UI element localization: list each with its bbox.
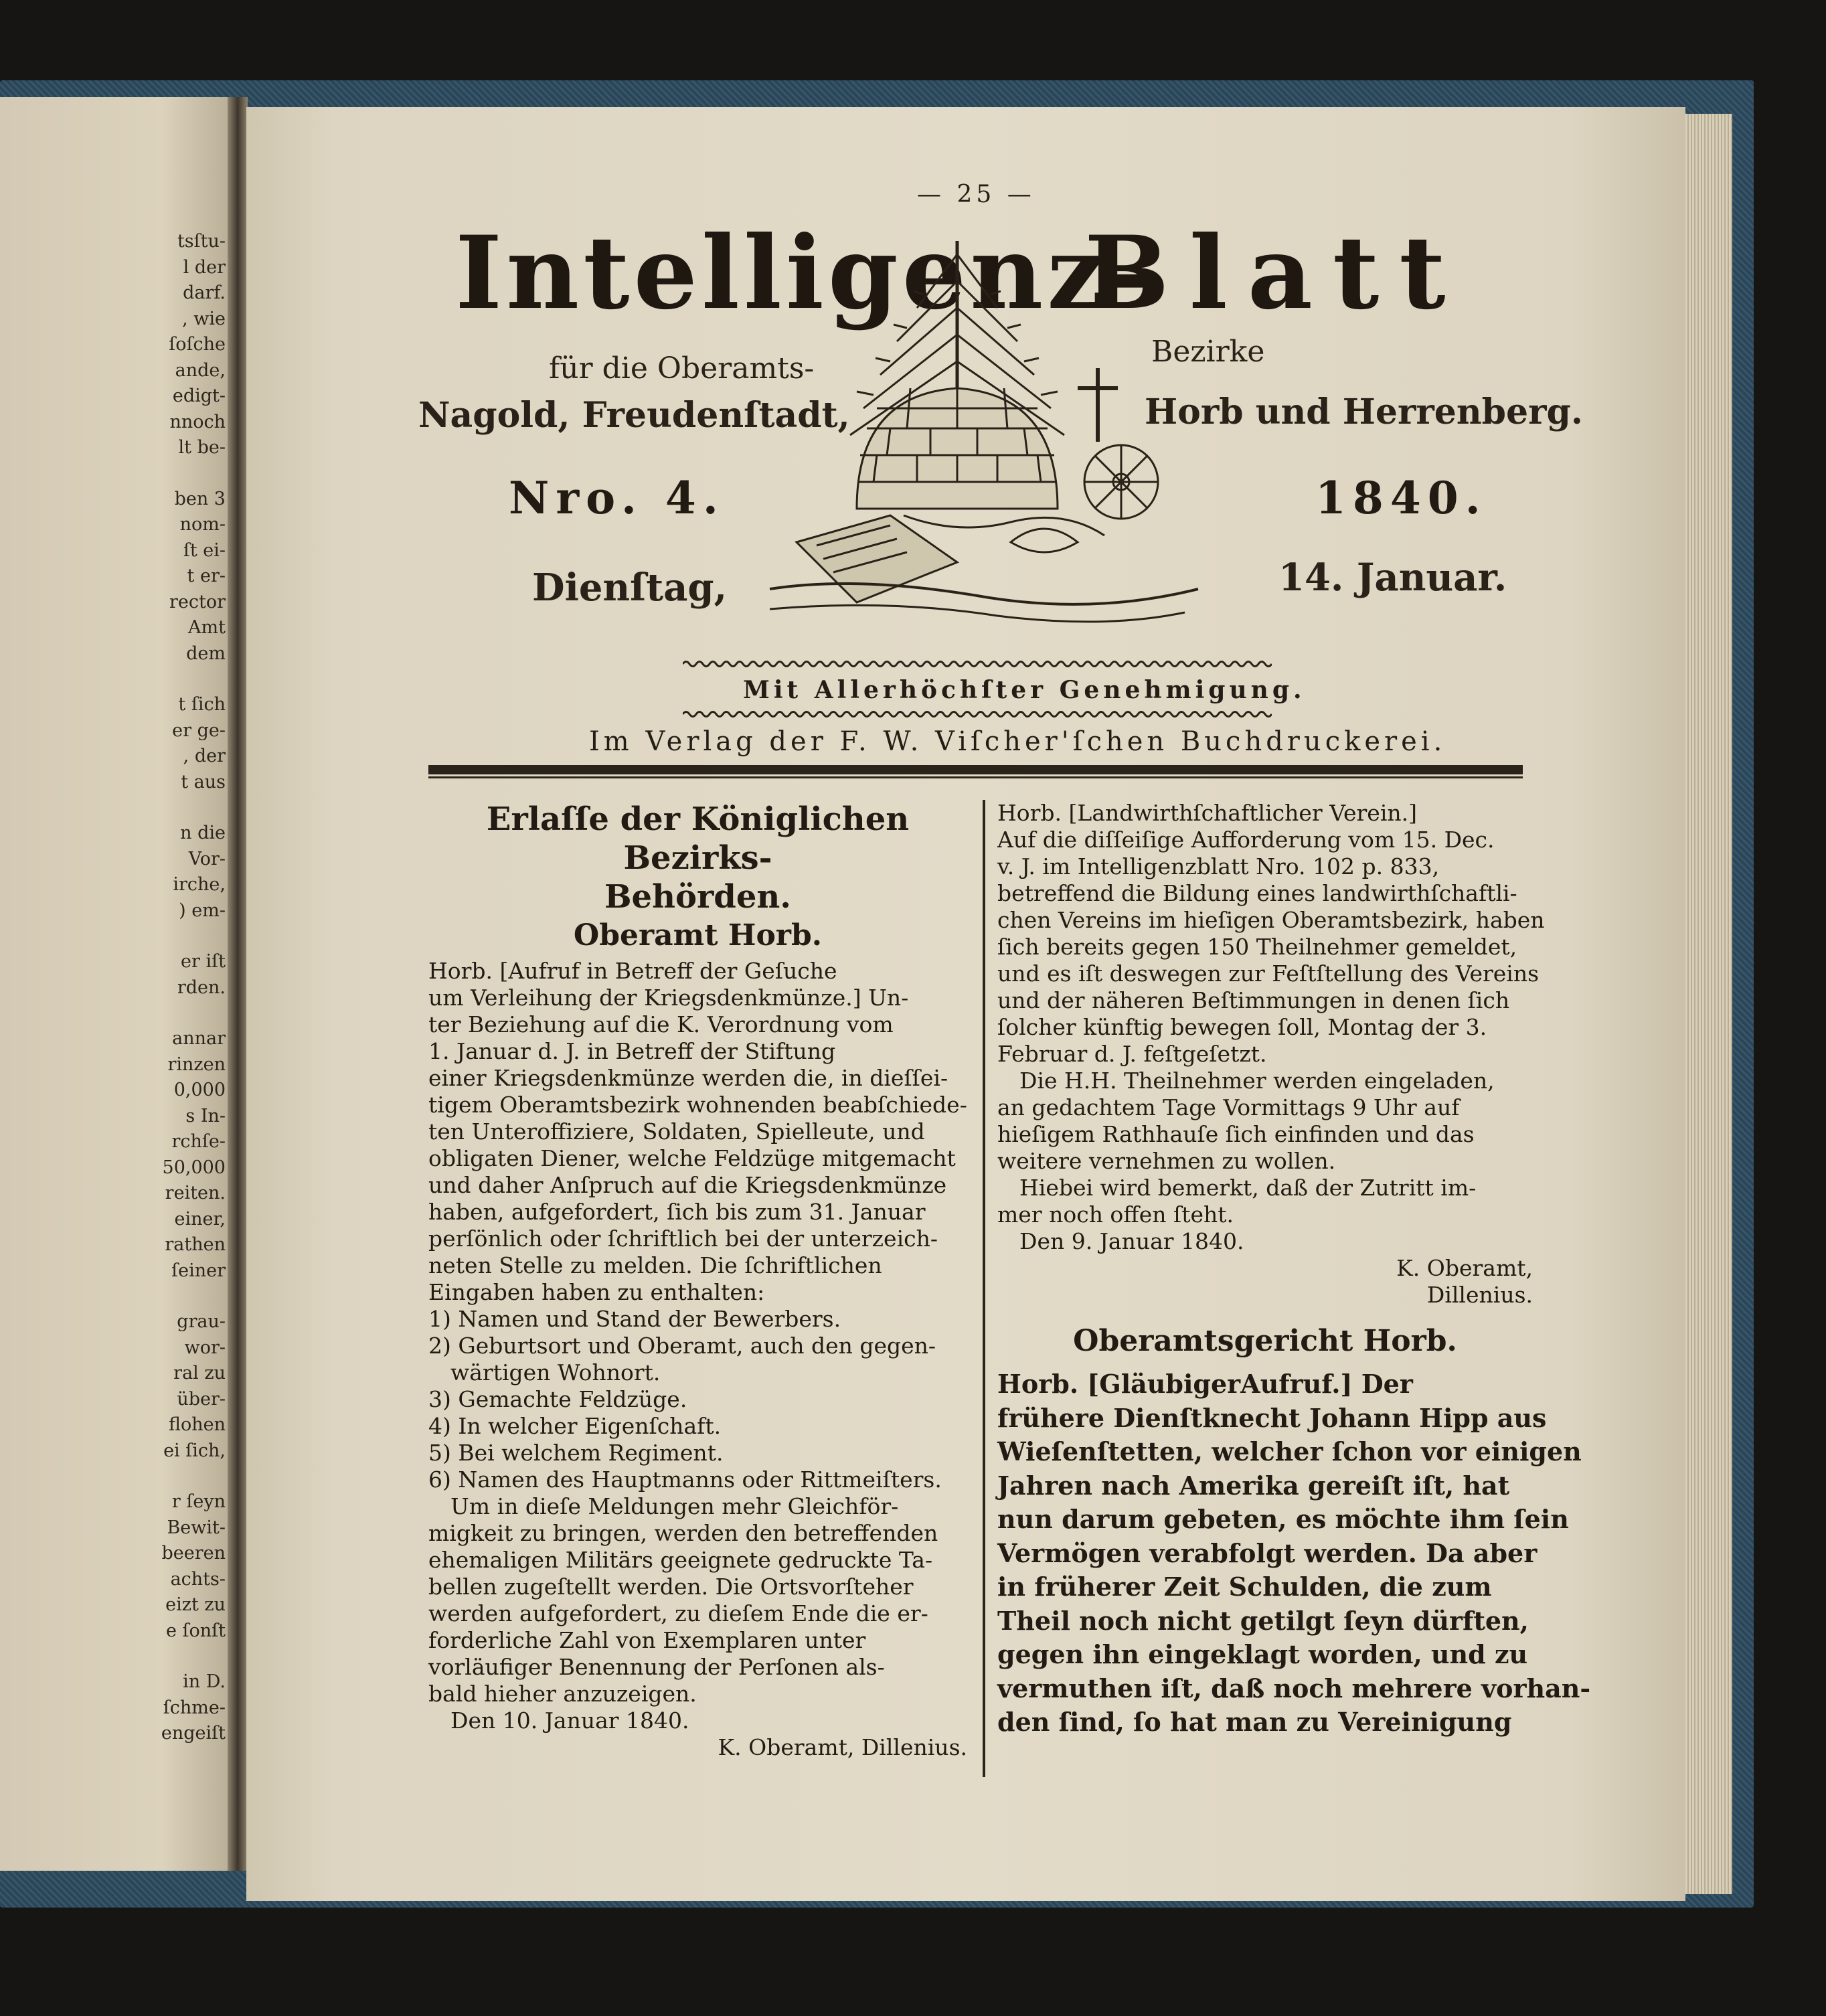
left-page-fragment: rathen: [165, 1234, 226, 1255]
text-line: haben, aufgefordert, ſich bis zum 31. Januar: [428, 1199, 926, 1225]
text-line: vorläufiger Benennung der Perſonen als-: [428, 1654, 885, 1680]
text-line: ehemaligen Militärs geeignete gedruckte Ta-: [428, 1547, 933, 1573]
text-line: bald hieher anzuzeigen.: [428, 1681, 697, 1707]
text-line: Jahren nach Amerika gereiſt iſt, hat: [997, 1470, 1510, 1501]
text-line: Die H.H. Theilnehmer werden eingeladen,: [997, 1068, 1495, 1094]
left-page-fragment: t ſich: [178, 694, 226, 715]
wavy-rule-top: [683, 659, 1272, 669]
text-line: Horb. [Landwirthſchaftlicher Verein.]: [997, 800, 1417, 826]
left-page-fragment: achts-: [170, 1568, 226, 1590]
subtitle-right-2: Horb und Herrenberg.: [1145, 392, 1583, 432]
book-gutter: [228, 97, 248, 1871]
left-page-fragment: in D.: [183, 1671, 226, 1692]
issue-weekday: Dienſtag,: [532, 566, 728, 610]
issue-date: 14. Januar.: [1278, 556, 1507, 600]
left-page-fragment: r ſeyn: [171, 1491, 226, 1512]
privilege-notice: Mit Allerhöchſter Genehmigung.: [743, 676, 1306, 704]
text-line: Theil noch nicht getilgt ſeyn dürften,: [997, 1605, 1529, 1636]
text-line: ſich bereits gegen 150 Theilnehmer gemeldet,: [997, 934, 1517, 960]
section-title-line-1: Erlaſſe der Königlichen Bezirks-: [486, 801, 910, 877]
text-line: Um in dieſe Meldungen mehr Gleichför-: [428, 1493, 899, 1519]
left-page-fragment: ben 3: [174, 488, 226, 509]
left-page-fragment: l der: [183, 256, 226, 278]
left-page-fragment: beeren: [161, 1543, 226, 1564]
text-line: 1. Januar d. J. in Betreff der Stiftung: [428, 1038, 836, 1064]
left-page-fragment: 50,000: [162, 1157, 226, 1178]
right-column-body: [997, 800, 1545, 1255]
left-page-fragment: e ſonſt: [165, 1620, 226, 1641]
page-edges: [1685, 114, 1732, 1894]
left-page-fragment: ſt ei-: [183, 539, 226, 561]
left-page-fragment: nom-: [179, 514, 226, 535]
left-page-fragment: einer,: [174, 1208, 226, 1230]
text-line: Februar d. J. feſtgeſetzt.: [997, 1041, 1267, 1067]
subtitle-left-2: Nagold, Freudenſtadt,: [418, 395, 850, 436]
text-line: Den 10. Januar 1840.: [428, 1707, 689, 1734]
text-line: weitere vernehmen zu wollen.: [997, 1148, 1336, 1174]
text-line: und der näheren Beſtimmungen in denen ſich: [997, 987, 1510, 1013]
subtitle-left-1: für die Oberamts-: [549, 351, 815, 386]
text-line: ten Unteroffiziere, Soldaten, Spielleute, und: [428, 1118, 925, 1145]
left-page-fragment: ſchme-: [163, 1697, 226, 1718]
left-page-fragment: Bewit-: [167, 1517, 226, 1538]
text-line: Horb. [Aufruf in Betreff der Geſuche: [428, 958, 837, 984]
left-page-fragment: , der: [183, 746, 226, 766]
right-column-lower-body: [997, 1367, 1591, 1740]
text-line: betreffend die Bildung eines landwirthſchaftli-: [997, 880, 1517, 906]
left-page-fragment: rden.: [177, 977, 226, 998]
section-title-line-2: Behörden.: [604, 878, 792, 916]
left-page-fragment: ei ſich,: [163, 1440, 226, 1461]
text-line: 6) Namen des Hauptmanns oder Rittmeiſters.: [428, 1466, 942, 1493]
text-line: nun darum gebeten, es möchte ihm ſein: [997, 1504, 1569, 1534]
text-line: frühere Dienſtknecht Johann Hipp aus: [997, 1402, 1547, 1433]
text-line: forderliche Zahl von Exemplaren unter: [428, 1627, 866, 1653]
text-line: Vermögen verabfolgt werden. Da aber: [997, 1537, 1538, 1568]
text-line: Hiebei wird bemerkt, daß der Zutritt im-: [997, 1175, 1477, 1201]
left-page-fragment: grau-: [177, 1311, 226, 1332]
masthead-title-left: Intelligenz-: [455, 214, 1154, 332]
left-page-fragment: t er-: [187, 566, 226, 586]
text-line: v. J. im Intelligenzblatt Nro. 102 p. 833,: [997, 853, 1440, 879]
right-signature-2: Dillenius.: [1426, 1282, 1533, 1308]
left-page-fragment: nnoch: [169, 411, 226, 432]
text-line: 1) Namen und Stand der Bewerbers.: [428, 1306, 841, 1332]
text-line: 3) Gemachte Feldzüge.: [428, 1386, 687, 1412]
text-line: Eingaben haben zu enthalten:: [428, 1279, 765, 1305]
left-page-fragment: wor-: [184, 1337, 226, 1358]
left-page-fragment: er ge-: [172, 720, 226, 741]
left-page-fragment: er iſt: [181, 951, 226, 972]
left-page-fragment: flohen: [168, 1414, 226, 1435]
text-line: gegen ihn eingeklagt worden, und zu: [997, 1639, 1528, 1669]
text-line: 4) In welcher Eigenſchaft.: [428, 1413, 722, 1439]
left-page-fragment: engeiſt: [161, 1723, 226, 1744]
column-divider: [983, 800, 985, 1777]
text-line: chen Vereins im hieſigen Oberamtsbezirk, haben: [997, 907, 1545, 933]
text-line: vermuthen iſt, daß noch mehrere vorhan-: [997, 1673, 1591, 1703]
publisher-line: Im Verlag der F. W. Viſcher'ſchen Buchdruckerei.: [589, 726, 1446, 757]
issue-year: 1840.: [1315, 472, 1487, 524]
left-page-fragment: annar: [172, 1028, 226, 1049]
left-page-fragment: irche,: [173, 874, 226, 895]
left-column-body: [428, 958, 967, 1734]
left-page-fragment: t aus: [181, 771, 226, 792]
text-line: Den 9. Januar 1840.: [997, 1228, 1244, 1254]
left-page-fragment: edigt-: [172, 386, 226, 406]
left-page-fragment: ſeiner: [171, 1260, 226, 1281]
subtitle-right-1: Bezirke: [1151, 335, 1265, 369]
left-page-fragment: ande,: [175, 359, 226, 381]
text-line: perſönlich oder ſchriftlich bei der unterzeich-: [428, 1226, 938, 1252]
left-page-fragment: Amt: [188, 617, 226, 638]
left-facing-page: [0, 97, 231, 1871]
left-page-fragment: ) em-: [179, 900, 226, 921]
text-line: 5) Bei welchem Regiment.: [428, 1440, 724, 1466]
text-line: den ſind, ſo hat man zu Vereinigung: [997, 1707, 1512, 1737]
left-page-fragment: n die: [180, 823, 226, 843]
left-page-fragment: , wie: [182, 308, 226, 329]
right-column: [997, 800, 1591, 1740]
left-page-fragment: über-: [177, 1388, 226, 1410]
text-line: 2) Geburtsort und Oberamt, auch den gegen-: [428, 1333, 936, 1359]
text-line: in früherer Zeit Schulden, die zum: [997, 1572, 1492, 1602]
masthead-title-right: Blatt: [1084, 214, 1466, 332]
text-line: tigem Oberamtsbezirk wohnenden beabſchiede-: [428, 1092, 967, 1118]
text-line: und es iſt deswegen zur Feſtſtellung des Vereins: [997, 960, 1540, 987]
left-page-fragment: rinzen: [167, 1054, 226, 1075]
text-line: an gedachtem Tage Vormittags 9 Uhr auf: [997, 1094, 1460, 1120]
left-page-fragment: s In-: [185, 1105, 226, 1126]
text-line: um Verleihung der Kriegsdenkmünze.] Un-: [428, 985, 909, 1011]
subsection-oberamt-horb: Oberamt Horb.: [573, 918, 823, 952]
text-line: wärtigen Wohnort.: [428, 1359, 661, 1385]
text-line: Wieſenſtetten, welcher ſchon vor einigen: [997, 1436, 1582, 1466]
text-line: hieſigem Rathhauſe ſich einfinden und das: [997, 1121, 1475, 1147]
text-line: ſolcher künftig bewegen ſoll, Montag der 3.: [997, 1014, 1487, 1040]
text-line: und daher Anſpruch auf die Kriegsdenkmünze: [428, 1172, 947, 1198]
left-page-fragment: rchſe-: [171, 1131, 226, 1152]
left-page-fragment: ral zu: [173, 1363, 226, 1383]
text-line: werden aufgefordert, zu dieſem Ende die er-: [428, 1600, 928, 1626]
text-line: neten Stelle zu melden. Die ſchriftlichen: [428, 1252, 882, 1278]
header-rule-thin: [428, 776, 1523, 778]
text-line: ter Beziehung auf die K. Verordnung vom: [428, 1011, 894, 1037]
left-page-fragment: ſoſche: [169, 334, 226, 355]
left-page-fragment: eizt zu: [165, 1594, 226, 1615]
left-page-fragment: 0,000: [173, 1080, 226, 1100]
right-signature-1: K. Oberamt,: [1396, 1255, 1533, 1281]
left-page-fragment: lt be-: [178, 437, 226, 458]
text-line: obligaten Diener, welche Feldzüge mitgemacht: [428, 1145, 956, 1171]
text-line: bellen zugeſtellt werden. Die Ortsvorſteher: [428, 1574, 914, 1600]
left-page-fragment: dem: [186, 643, 226, 664]
left-page-fragment: Vor-: [188, 848, 226, 869]
wavy-rule-bottom: [683, 709, 1272, 719]
page-number: — 25 —: [917, 181, 1035, 208]
left-page-fragment: reiten.: [165, 1183, 226, 1203]
text-line: Auf die diſſeiſige Aufforderung vom 15. Dec.: [997, 827, 1495, 853]
left-signature: K. Oberamt, Dillenius.: [718, 1734, 967, 1760]
issue-number: Nro. 4.: [509, 472, 725, 524]
header-rule-thick: [428, 765, 1523, 774]
text-line: Horb. [GläubigerAufruf.] Der: [997, 1369, 1413, 1399]
subsection-oberamtsgericht-horb: Oberamtsgericht Horb.: [1073, 1324, 1457, 1358]
left-page-fragment: tsſtu-: [177, 231, 226, 252]
text-line: einer Kriegsdenkmünze werden die, in dieſſei-: [428, 1065, 948, 1091]
text-line: mer noch offen ſteht.: [997, 1201, 1234, 1228]
left-page-fragment: darf.: [183, 282, 226, 303]
vignette-emblem: [756, 228, 1212, 643]
left-column: [428, 800, 967, 1761]
left-page-fragment: rector: [169, 591, 226, 612]
text-line: migkeit zu bringen, werden den betreffenden: [428, 1520, 938, 1546]
